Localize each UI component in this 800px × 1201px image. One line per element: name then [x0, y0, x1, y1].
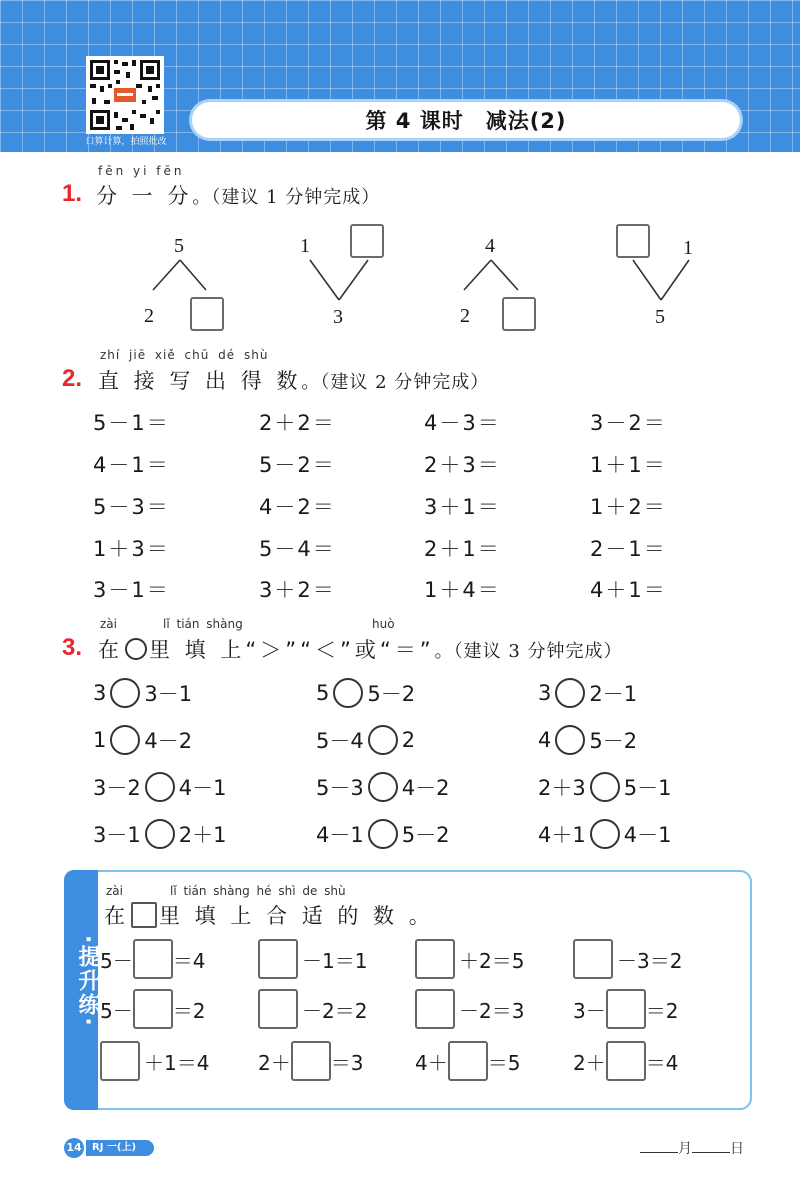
- q3-note: 。（建议 3 分钟完成）: [434, 641, 623, 662]
- q4-answer-box[interactable]: [448, 1041, 488, 1081]
- lesson-title: [192, 102, 740, 138]
- date-field: [640, 1138, 744, 1158]
- q3-pinyin-li: lǐ tián shàng: [163, 617, 243, 631]
- q4-answer-box[interactable]: [415, 939, 455, 979]
- q3-answer-circle[interactable]: [333, 678, 363, 708]
- q4-part: ＝2: [172, 998, 206, 1023]
- q3-answer-circle[interactable]: [590, 772, 620, 802]
- q4-equation: [415, 1041, 520, 1081]
- q4-equation: [100, 1041, 209, 1081]
- q4-equation: [100, 939, 205, 979]
- q4-part: 2＋: [573, 1050, 606, 1075]
- q4-equation: [100, 989, 205, 1029]
- q3-comparison: [316, 819, 449, 849]
- q4-part: ＝2: [645, 998, 679, 1023]
- q3-answer-circle[interactable]: [555, 725, 585, 755]
- q2-equation[interactable]: 4－3＝: [424, 411, 501, 435]
- q3-right: 2: [401, 728, 416, 752]
- q2-equation[interactable]: 5－1＝: [93, 411, 170, 435]
- edition-label: RJ 一(上): [86, 1140, 154, 1156]
- q4-part: ＝4: [172, 948, 206, 973]
- q3-text-before: 在: [98, 638, 123, 662]
- q1-note: 。（建议 1 分钟完成）: [192, 187, 381, 208]
- q2-number: 2.: [62, 365, 83, 392]
- q4-part: ＋2＝5: [459, 948, 525, 973]
- q4-equation: [573, 989, 678, 1029]
- q2-equation[interactable]: 1＋4＝: [424, 578, 501, 602]
- q2-equation[interactable]: 1＋1＝: [590, 453, 667, 477]
- q1-tree3-top: 4: [485, 235, 495, 257]
- q4-equation: [258, 989, 367, 1029]
- q3-comparison: [93, 678, 192, 708]
- q2-equation[interactable]: 2＋2＝: [259, 411, 336, 435]
- page-number: 14: [64, 1138, 84, 1158]
- q3-pinyin-huo: huò: [372, 617, 395, 631]
- q3-right: 4－1: [623, 823, 672, 847]
- q4-part: 5－: [100, 948, 133, 973]
- q3-left: 4: [538, 728, 552, 752]
- q2-equation[interactable]: 5－4＝: [259, 537, 336, 561]
- q4-answer-box[interactable]: [573, 939, 613, 979]
- lesson-number: 第 4 课时: [365, 109, 464, 133]
- q4-part: 2＋: [258, 1050, 291, 1075]
- q3-left: 4－1: [316, 823, 364, 847]
- q1-tree1-top: 5: [174, 235, 184, 257]
- q4-equation: [415, 989, 524, 1029]
- day-label: 日: [730, 1141, 744, 1157]
- q4-equation: [573, 939, 682, 979]
- q1-pinyin: fēn yi fēn: [98, 164, 185, 178]
- q3-comparison: [538, 819, 671, 849]
- q1-tree4-right: 1: [683, 237, 693, 259]
- q2-equation[interactable]: 3－2＝: [590, 411, 667, 435]
- q1-instruction: [96, 180, 380, 210]
- q4-part: 3－: [573, 998, 606, 1023]
- q4-part: 5－: [100, 998, 133, 1023]
- q3-answer-circle[interactable]: [145, 819, 175, 849]
- q2-equation[interactable]: 3＋2＝: [259, 578, 336, 602]
- q4-answer-box[interactable]: [415, 989, 455, 1029]
- q3-answer-circle[interactable]: [368, 819, 398, 849]
- q3-left: 3－1: [93, 823, 141, 847]
- q2-equation[interactable]: 3－1＝: [93, 578, 170, 602]
- q4-equation: [258, 939, 367, 979]
- q3-comparison: [538, 678, 637, 708]
- q4-part: －2＝3: [459, 998, 525, 1023]
- q4-text-after: 里 填 上 合 适 的 数 。: [159, 904, 434, 928]
- q2-equation[interactable]: 1＋3＝: [93, 537, 170, 561]
- q3-comparison: [316, 725, 415, 755]
- q3-left: 5: [316, 681, 330, 705]
- q4-equation: [258, 1041, 363, 1081]
- q1-tree3-answer-box[interactable]: [502, 297, 536, 331]
- q3-answer-circle[interactable]: [110, 725, 140, 755]
- q3-comparison: [538, 772, 671, 802]
- q4-instruction: [104, 900, 434, 930]
- q4-text-before: 在: [104, 904, 129, 928]
- q3-right: 2－1: [589, 682, 638, 706]
- q3-pinyin-zai: zài: [100, 617, 117, 631]
- q4-part: 4＋: [415, 1050, 448, 1075]
- q1-tree3-left: 2: [460, 305, 470, 327]
- q4-part: ＝4: [645, 1050, 679, 1075]
- q3-answer-circle[interactable]: [145, 772, 175, 802]
- q4-answer-box[interactable]: [258, 989, 298, 1029]
- q3-comparison: [316, 678, 415, 708]
- month-label: 月: [678, 1141, 692, 1157]
- q2-equation[interactable]: 2－1＝: [590, 537, 667, 561]
- q3-comparison: [93, 819, 226, 849]
- qr-caption: 口算计算，拍照批改: [85, 137, 167, 147]
- q4-part: －2＝2: [302, 998, 368, 1023]
- q1-number: 1.: [62, 180, 83, 207]
- q3-right: 5－2: [589, 729, 638, 753]
- q2-equation[interactable]: 2＋1＝: [424, 537, 501, 561]
- q3-instruction: [98, 634, 623, 664]
- q3-answer-circle[interactable]: [555, 678, 585, 708]
- q4-part: ＝3: [330, 1050, 364, 1075]
- q3-right: 4－2: [401, 776, 450, 800]
- q3-right: 2＋1: [178, 823, 227, 847]
- q4-answer-box[interactable]: [133, 939, 173, 979]
- q3-answer-circle[interactable]: [590, 819, 620, 849]
- q3-comparison: [93, 772, 226, 802]
- q3-answer-circle[interactable]: [368, 725, 398, 755]
- q3-right: 5－1: [623, 776, 672, 800]
- qr-code[interactable]: [86, 56, 164, 134]
- q1-tree1-left: 2: [144, 305, 154, 327]
- q3-right: 4－2: [144, 729, 193, 753]
- q3-number: 3.: [62, 634, 83, 661]
- lesson-topic: 减法(2): [485, 109, 567, 133]
- q3-left: 5－4: [316, 729, 364, 753]
- circle-icon: [125, 638, 147, 660]
- q3-right: 4－1: [178, 776, 227, 800]
- q4-pinyin-zai: zài: [106, 884, 123, 898]
- q4-part: －1＝1: [302, 948, 368, 973]
- q4-part: －3＝2: [617, 948, 683, 973]
- q3-left: 3: [93, 681, 107, 705]
- q3-comparison: [316, 772, 449, 802]
- q2-equation[interactable]: 5－3＝: [93, 495, 170, 519]
- q4-answer-box[interactable]: [258, 939, 298, 979]
- q2-equation[interactable]: 4－2＝: [259, 495, 336, 519]
- q3-right: 5－2: [367, 682, 416, 706]
- q3-comparison: [538, 725, 637, 755]
- q4-answer-box[interactable]: [100, 1041, 140, 1081]
- q3-text-after: 里 填 上“＞”“＜”或“＝”: [149, 638, 435, 662]
- enhancement-tab-label: ·提升练·: [75, 935, 100, 1028]
- q3-left: 5－3: [316, 776, 364, 800]
- q3-comparison: [93, 725, 192, 755]
- q1-tree4-answer-box[interactable]: [616, 224, 650, 258]
- q2-instruction: [98, 365, 489, 395]
- q3-left: 4＋1: [538, 823, 586, 847]
- q1-tree2-left: 1: [300, 235, 310, 257]
- q2-note: 。（建议 2 分钟完成）: [301, 372, 490, 393]
- q2-equation[interactable]: 3＋1＝: [424, 495, 501, 519]
- q1-text: 分 一 分: [96, 184, 193, 208]
- day-blank[interactable]: [692, 1152, 730, 1153]
- q4-equation: [573, 1041, 678, 1081]
- q1-tree2-answer-box[interactable]: [350, 224, 384, 258]
- q3-left: 1: [93, 728, 107, 752]
- q4-answer-box[interactable]: [291, 1041, 331, 1081]
- q2-equation[interactable]: 5－2＝: [259, 453, 336, 477]
- q2-equation[interactable]: 4＋1＝: [590, 578, 667, 602]
- q2-equation[interactable]: 4－1＝: [93, 453, 170, 477]
- q4-answer-box[interactable]: [133, 989, 173, 1029]
- q2-text: 直 接 写 出 得 数: [98, 369, 302, 393]
- q2-equation[interactable]: 1＋2＝: [590, 495, 667, 519]
- q3-right: 5－2: [401, 823, 450, 847]
- q4-answer-box[interactable]: [606, 989, 646, 1029]
- q4-pinyin-rest: lǐ tián shàng hé shì de shù: [170, 884, 346, 898]
- q3-answer-circle[interactable]: [110, 678, 140, 708]
- q1-tree2-bottom: 3: [333, 306, 343, 328]
- q4-part: ＝5: [487, 1050, 521, 1075]
- q4-equation: [415, 939, 524, 979]
- q3-right: 3－1: [144, 682, 193, 706]
- q4-answer-box[interactable]: [606, 1041, 646, 1081]
- month-blank[interactable]: [640, 1152, 678, 1153]
- q3-left: 3－2: [93, 776, 141, 800]
- q3-left: 2＋3: [538, 776, 586, 800]
- q1-tree4-bottom: 5: [655, 306, 665, 328]
- q4-part: ＋1＝4: [144, 1050, 210, 1075]
- square-icon: [131, 902, 157, 928]
- q1-tree1-answer-box[interactable]: [190, 297, 224, 331]
- q3-left: 3: [538, 681, 552, 705]
- q2-pinyin: zhí jiē xiě chū dé shù: [100, 348, 269, 362]
- q2-equation[interactable]: 2＋3＝: [424, 453, 501, 477]
- q3-answer-circle[interactable]: [368, 772, 398, 802]
